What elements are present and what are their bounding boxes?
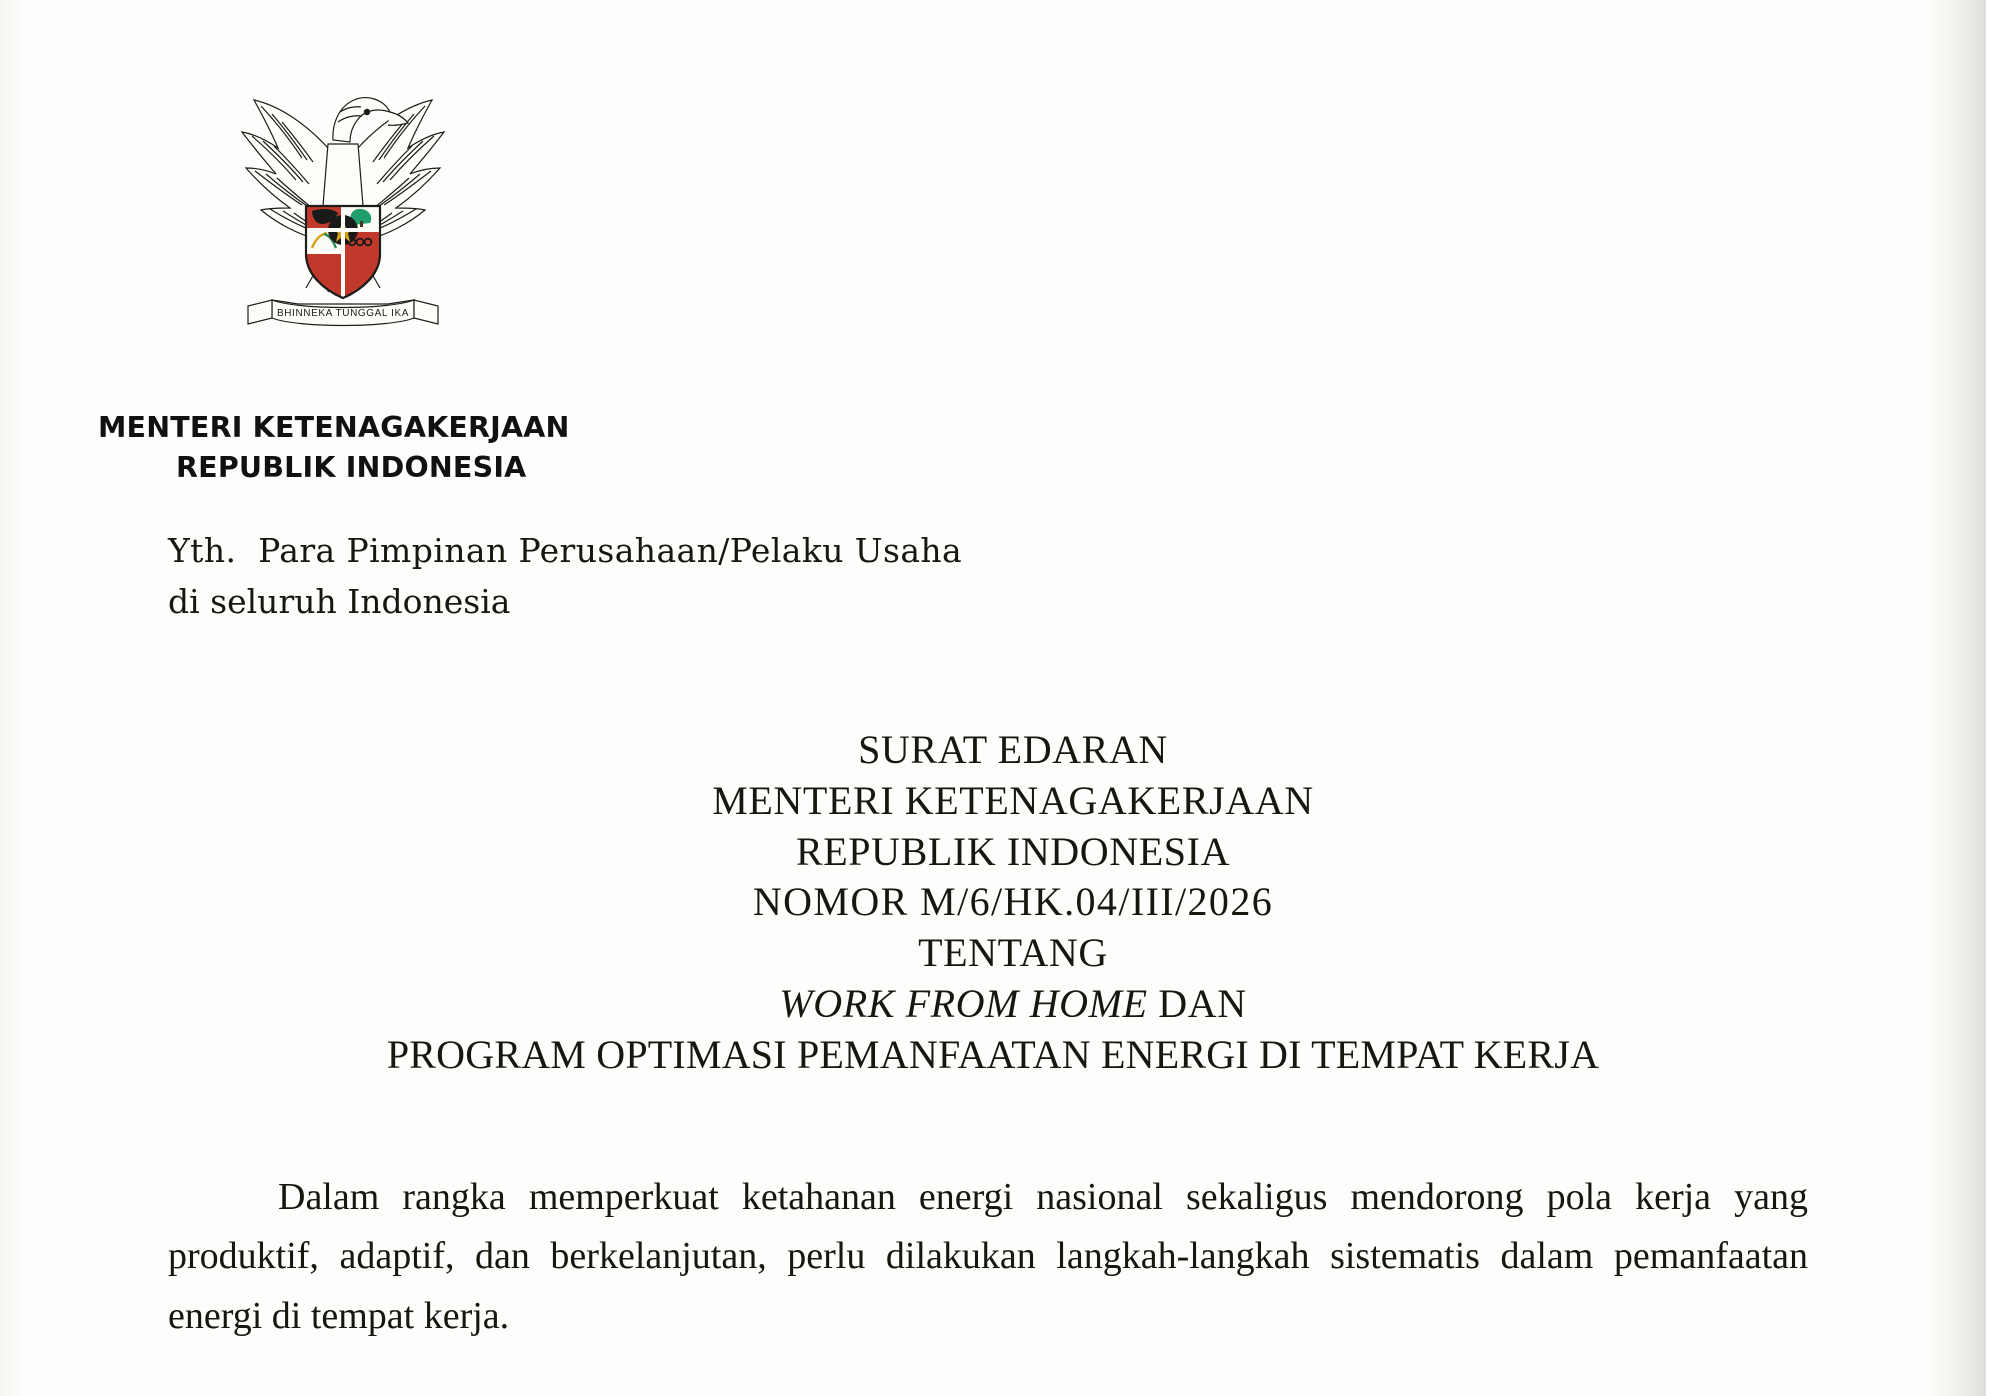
- title-line-tentang: TENTANG: [918, 930, 1108, 976]
- title-line-menteri: MENTERI KETENAGAKERJAAN: [712, 777, 1314, 823]
- title-line-nomor: NOMOR M/6/HK.04/III/2026: [752, 879, 1274, 925]
- body-paragraph-1: Dalam rangka memperkuat ketahanan energi nasional sekaligus mendorong pola kerja yang produktif, adaptif, dan berkelanjutan, perlu dilakukan langkah-langkah sistematis dalam pemanfaatan energi di tempat kerja.: [168, 1176, 1808, 1337]
- circular-title-block: [0, 725, 1986, 1081]
- title-line-subject-1: [20, 979, 2006, 1030]
- title-line-subject-2: PROGRAM OPTIMASI PEMANFAATAN ENERGI DI TEMPAT KERJA: [386, 1031, 1600, 1077]
- garuda-pancasila-icon: [228, 78, 458, 319]
- title-line-surat-edaran: SURAT EDARAN: [858, 727, 1168, 772]
- addressee-line-2: di seluruh Indonesia: [168, 582, 511, 622]
- letterhead-line-2: REPUBLIK INDONESIA: [176, 451, 527, 485]
- page-right-shading: [1926, 0, 1986, 1396]
- title-subject-italic: WORK FROM HOME: [779, 980, 1148, 1026]
- addressee-block: [168, 525, 1468, 627]
- letterhead: [98, 408, 998, 489]
- page-left-shading: [0, 0, 22, 1396]
- letterhead-line-1: MENTERI KETENAGAKERJAAN: [98, 411, 570, 444]
- addressee-line-1: Yth. Para Pimpinan Perusahaan/Pelaku Usaha: [168, 531, 963, 570]
- title-line-republik: REPUBLIK INDONESIA: [795, 828, 1231, 874]
- svg-text:BHINNEKA TUNGGAL IKA: BHINNEKA TUNGGAL IKA: [276, 308, 410, 319]
- title-subject-rest: DAN: [1147, 980, 1247, 1026]
